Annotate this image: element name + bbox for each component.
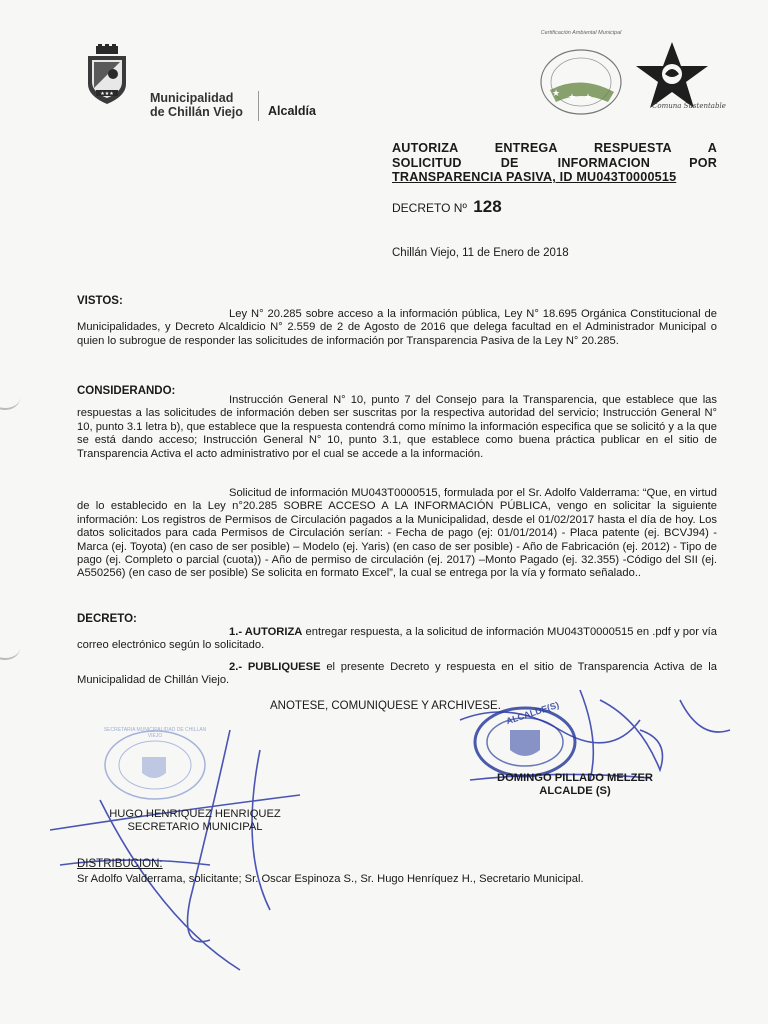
decree-title: [392, 141, 717, 185]
considerando-heading: CONSIDERANDO:: [77, 385, 176, 397]
environmental-certification-seal-icon: [538, 46, 624, 116]
item1-text: entregar respuesta, a la solicitud de información MU043T0000515 en .pdf y por vía correo electrónico según lo solicitado.: [77, 626, 718, 652]
cert-seal-text: Certificación Ambiental Municipal: [540, 30, 622, 36]
closing-formula: ANOTESE, COMUNIQUESE Y ARCHIVESE.: [270, 700, 501, 712]
dept-name: Alcaldía: [268, 104, 316, 118]
org-name: [150, 91, 243, 119]
item2-text: el presente Decreto y respuesta en el sitio de Transparencia Activa de la Municipalidad de Chillán Viejo.: [77, 661, 717, 687]
municipal-crest-icon: [82, 44, 132, 108]
title-line1: AUTORIZA ENTREGA RESPUESTA A: [392, 141, 717, 155]
item2-action: PUBLIQUESE: [247, 661, 321, 673]
binder-hole-top: [0, 386, 20, 410]
svg-text:★: ★: [584, 92, 593, 102]
decreto-item-2: [77, 661, 717, 688]
svg-text:★★★: ★★★: [100, 91, 114, 97]
item1-number: 1.-: [229, 626, 245, 638]
org-name-line2: de Chillán Viejo: [150, 105, 243, 119]
considerando-paragraph-2: Solicitud de información MU043T0000515, formulada por el Sr. Adolfo Valderrama: “Que, en virtud de lo establecido en la Ley n°20.285 SOBRE ACCESO A LA INFORMACIÓN PÚBLICA, vengo en solicitar la siguiente información: Los registros de Permisos de Circulación pagados a la Municipalidad, desde el 01/02/2017 hasta el día de hoy. Los datos solicitados para cada Permisos de Circulación serían: - Fecha de pago (ej: 01/01/2014) - Placa patente (ej. BCVJ94) - Marca (ej. Toyota) (en caso de ser posible) – Modelo (ej. Yaris) (en caso de ser posible) - Año de Fabricación (ej. 2012) - Tipo de pago (ej. Completo o parcial (cuota)) - Año de permiso de circulación (ej. 2017) –Monto Pagado (ej. 32.355) -Código del SII (ej. A550256) (en caso de ser posible) Se solicita en formato Excel”, la cual se entrega por la vía y formato señalado..: [77, 487, 717, 580]
secretary-name: HUGO HENRIQUEZ HENRIQUEZ: [109, 808, 281, 820]
distribution-heading: DISTRIBUCION:: [77, 858, 163, 870]
decreto-heading: DECRETO:: [77, 613, 137, 625]
place-date: Chillán Viejo, 11 de Enero de 2018: [392, 247, 569, 259]
vistos-heading: VISTOS:: [77, 295, 123, 307]
org-name-line1: Municipalidad: [150, 91, 234, 105]
binder-hole-bottom: [0, 636, 20, 660]
secretary-stamp-text: SECRETARIA MUNICIPALIDAD DE CHILLAN VIEJO: [103, 727, 207, 739]
secretary-title: SECRETARIO MUNICIPAL: [127, 821, 263, 833]
title-line3: TRANSPARENCIA PASIVA, ID MU043T0000515: [392, 170, 677, 185]
mayor-title: ALCALDE (S): [539, 785, 611, 797]
distribution-text: Sr Adolfo Valderrama, solicitante; Sr. Oscar Espinoza S., Sr. Hugo Henríquez H., Secretario Municipal.: [77, 873, 584, 885]
item1-action: AUTORIZA: [244, 626, 303, 638]
secretary-signature-block: [80, 808, 310, 834]
mayor-signature-block: [470, 772, 680, 798]
item2-number: 2.-: [229, 661, 248, 673]
vistos-text: Ley N° 20.285 sobre acceso a la información pública, Ley N° 18.695 Orgánica Constitucional de Municipalidades, y Decreto Alcaldicio N° 2.559 de 2 de Agosto de 2016 que delega facultad en el Administrador Municipal o quien lo subrogue de responder las solicitudes de información por Transparencia Pasiva de la Ley N° 20.285.: [77, 308, 717, 347]
svg-text:★: ★: [568, 92, 577, 102]
decree-label: DECRETO Nº: [392, 201, 467, 215]
decreto-item-1: [77, 626, 717, 653]
considerando-paragraph-1: Instrucción General N° 10, punto 7 del Consejo para la Transparencia, que establece que las respuestas a las solicitudes de información deben ser suscritas por la respectiva autoridad del servicio; Instrucción General N° 10, punto 3.1 letra b), que establece que la respuesta contendrá como mínimo la información especifica que se solicitó y a la que se está dando acceso; Instrucción General N° 10, punto 3.1, que establece como buena práctica publicar en el sitio de Transparencia Activa el acto administrativo por el cual se accede a la información.: [77, 394, 717, 460]
mayor-stamp-text: ALCALDE(S): [504, 699, 561, 727]
star-logo-text: Comuna Sustentable: [652, 102, 726, 110]
decree-number-line: [392, 197, 502, 217]
decree-number: 128: [473, 197, 502, 216]
svg-text:★: ★: [552, 88, 561, 98]
title-line2: SOLICITUD DE INFORMACION POR: [392, 155, 717, 170]
header-divider: [258, 91, 259, 121]
mayor-name: DOMINGO PILLADO MELZER: [497, 772, 653, 784]
